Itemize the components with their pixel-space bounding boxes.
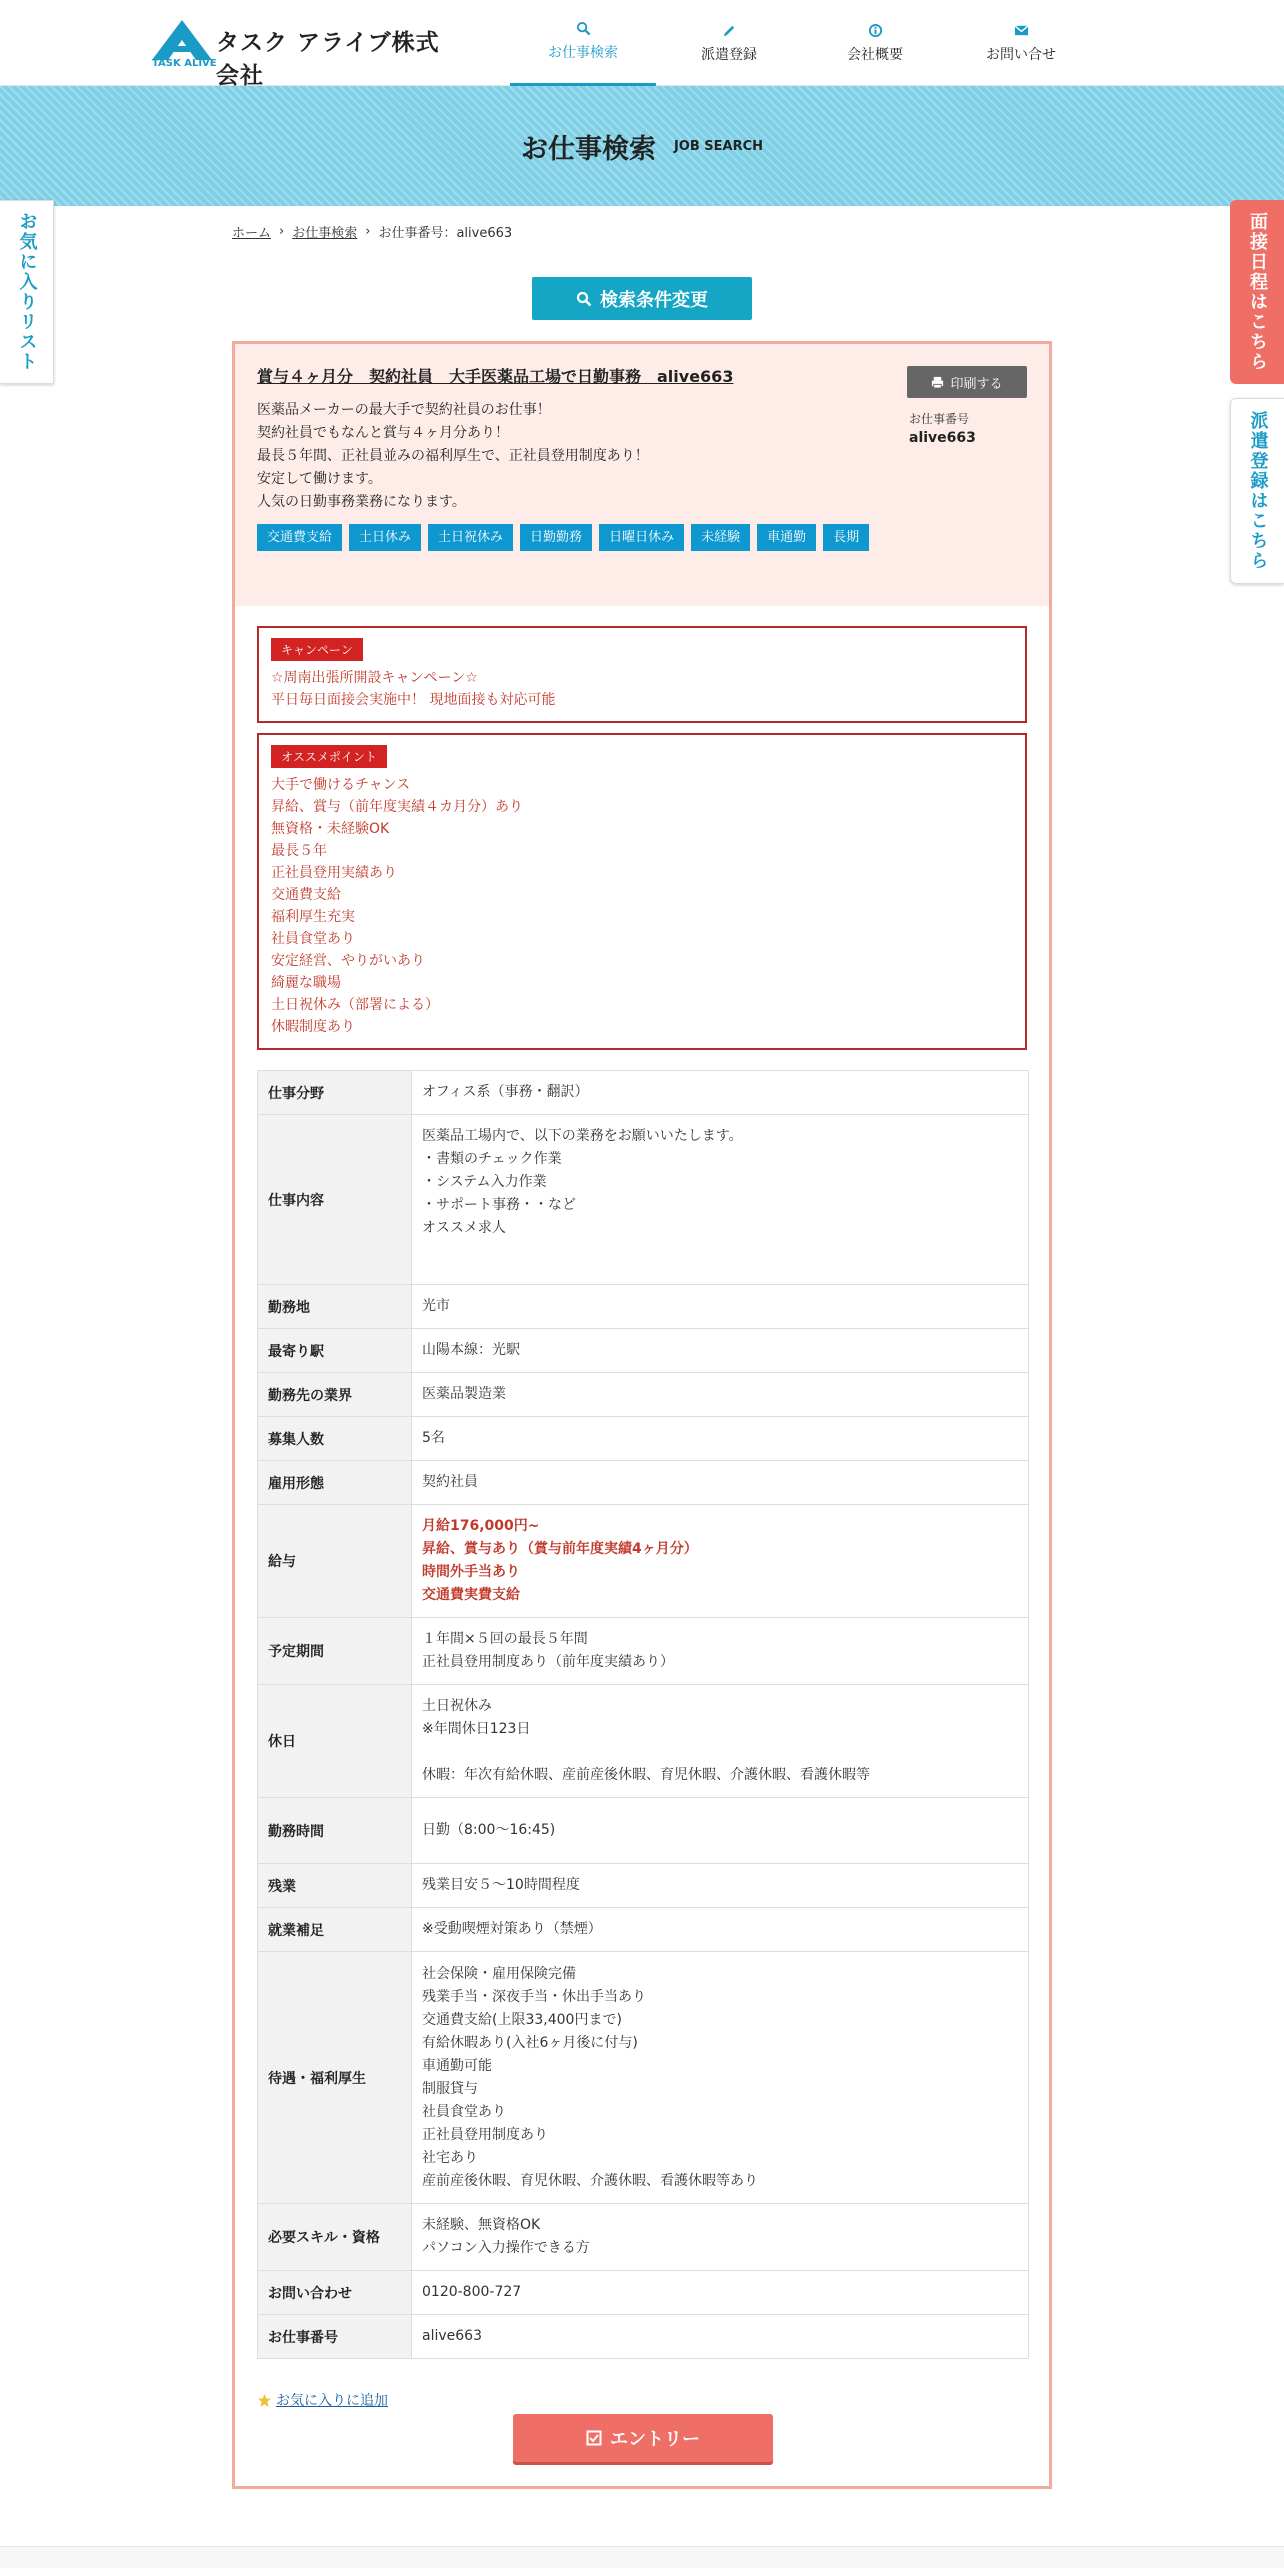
page-title: お仕事検索 [520, 133, 656, 165]
breadcrumb-job-search[interactable]: お仕事検索 [292, 226, 358, 241]
detail-row [258, 2315, 1029, 2359]
detail-heading: 最寄り駅 [258, 1329, 412, 1373]
mail-icon [1014, 23, 1029, 38]
campaign-label: キャンペーン [271, 638, 363, 661]
detail-row [258, 1685, 1029, 1798]
job-tag: 土日休み [349, 524, 421, 551]
job-tag: 長期 [823, 524, 869, 551]
add-favorite-link[interactable] [257, 2390, 388, 2410]
description-line: 最長５年間、正社員並みの福利厚生で、正社員登用制度あり！ [257, 448, 649, 464]
detail-value: 未経験、無資格OK パソコン入力操作できる方 [412, 2204, 1029, 2271]
breadcrumb [232, 222, 512, 241]
breadcrumb-current: お仕事番号：alive663 [378, 226, 513, 241]
point-line: 休暇制度あり [271, 1019, 355, 1035]
detail-row [258, 1071, 1029, 1115]
add-favorite-label: お気に入りに追加 [276, 2393, 388, 2409]
detail-value: ※受動喫煙対策あり（禁煙） [412, 1908, 1029, 1952]
info-icon [868, 23, 883, 38]
entry-label: エントリー [610, 2429, 700, 2450]
check-square-icon [586, 2430, 602, 2446]
point-line: 最長５年 [271, 843, 327, 859]
entry-button[interactable] [513, 2414, 773, 2462]
detail-value: 日勤（8:00～16:45) [412, 1798, 1029, 1864]
job-tag: 日勤勤務 [520, 524, 592, 551]
detail-row [258, 1115, 1029, 1285]
logo-mark-icon [152, 20, 212, 60]
job-tags [257, 524, 877, 551]
detail-row [258, 1798, 1029, 1864]
detail-value: １年間×５回の最長５年間 正社員登用制度あり（前年度実績あり） [412, 1618, 1029, 1685]
detail-heading: 募集人数 [258, 1417, 412, 1461]
nav-label: お仕事検索 [548, 45, 618, 61]
detail-heading: 待遇・福利厚生 [258, 1952, 412, 2204]
star-icon [257, 2393, 272, 2408]
footer-strip [0, 2546, 1284, 2568]
detail-value: 医薬品製造業 [412, 1373, 1029, 1417]
detail-value: 土日祝休み ※年間休日123日 休暇：年次有給休暇、産前産後休暇、育児休暇、介護休暇、看護休暇等 [412, 1685, 1029, 1798]
detail-row [258, 1285, 1029, 1329]
detail-heading: 勤務地 [258, 1285, 412, 1329]
detail-row [258, 1461, 1029, 1505]
detail-heading: 給与 [258, 1505, 412, 1618]
search-icon [576, 291, 592, 307]
description-line: 安定して働けます。 [257, 471, 382, 487]
description-line: 医薬品メーカーの最大手で契約社員のお仕事！ [257, 402, 551, 418]
print-button[interactable] [907, 366, 1027, 398]
job-summary [235, 344, 1049, 606]
job-tag: 土日祝休み [428, 524, 513, 551]
job-title[interactable]: 賞与４ヶ月分 契約社員 大手医薬品工場で日勤事務 alive663 [257, 367, 734, 386]
detail-value: 社会保険・雇用保険完備 残業手当・深夜手当・休出手当あり 交通費支給(上限33,400円まで) 有給休暇あり(入社6ヶ月後に付与) 車通勤可能 制服貸与 社員食堂あり 正社員登用制度あり 社宅あり 産前産後休暇、育児休暇、介護休暇、看護休暇等あり [412, 1952, 1029, 2204]
nav-company[interactable] [802, 0, 948, 86]
detail-heading: お仕事番号 [258, 2315, 412, 2359]
nav-registration[interactable] [656, 0, 802, 86]
detail-value: 契約社員 [412, 1461, 1029, 1505]
point-line: 正社員登用実績あり [271, 865, 397, 881]
description-line: 契約社員でもなんと賞与４ヶ月分あり！ [257, 425, 509, 441]
detail-heading: 予定期間 [258, 1618, 412, 1685]
point-line: 安定経営、やりがいあり [271, 953, 425, 969]
detail-value: alive663 [412, 2315, 1029, 2359]
site-header [0, 0, 1284, 89]
detail-value: オフィス系（事務・翻訳） [412, 1071, 1029, 1115]
job-number: alive663 [909, 430, 976, 446]
recommend-label: オススメポイント [271, 745, 387, 768]
point-line: 綺麗な職場 [271, 975, 341, 991]
job-tag: 車通勤 [757, 524, 816, 551]
registration-tab[interactable]: 派遣登録はこちら [1230, 398, 1284, 584]
detail-row [258, 1618, 1029, 1685]
detail-heading: 就業補足 [258, 1908, 412, 1952]
point-line: 交通費支給 [271, 887, 341, 903]
job-tag: 交通費支給 [257, 524, 342, 551]
campaign-line: ☆周南出張所開設キャンペーン☆ [271, 670, 478, 686]
change-search-button[interactable] [532, 277, 752, 320]
detail-row [258, 1864, 1029, 1908]
nav-label: 会社概要 [847, 46, 903, 63]
detail-value: 医薬品工場内で、以下の業務をお願いいたします。 ・書類のチェック作業 ・システム入力作業 ・サポート事務・・など オススメ求人 [412, 1115, 1029, 1285]
nav-contact[interactable] [948, 0, 1094, 86]
detail-row [258, 1417, 1029, 1461]
nav-label: お問い合せ [986, 46, 1056, 63]
chevron-right-icon: › [365, 224, 371, 239]
page-subtitle: JOB SEARCH [673, 138, 764, 154]
job-tag: 日曜日休み [599, 524, 684, 551]
breadcrumb-home[interactable]: ホーム [232, 226, 272, 241]
point-line: 無資格・未経験OK [271, 821, 390, 837]
search-icon [576, 21, 591, 36]
logo-sub: TASK ALIVE [152, 58, 217, 69]
detail-value: 山陽本線：光駅 [412, 1329, 1029, 1373]
job-tag: 未経験 [691, 524, 750, 551]
interview-schedule-tab[interactable]: 面接日程はこちら [1230, 200, 1284, 384]
detail-row [258, 1329, 1029, 1373]
detail-value: 5名 [412, 1417, 1029, 1461]
point-line: 昇給、賞与（前年度実績４カ月分）あり [271, 799, 523, 815]
campaign-line: 平日毎日面接会実施中！ 現地面接も対応可能 [271, 692, 556, 708]
detail-row [258, 2204, 1029, 2271]
detail-heading: 仕事分野 [258, 1071, 412, 1115]
point-line: 大手で働けるチャンス [271, 777, 411, 793]
detail-heading: 雇用形態 [258, 1461, 412, 1505]
detail-row [258, 2271, 1029, 2315]
job-details-table [257, 1070, 1029, 2359]
nav-label: 派遣登録 [701, 46, 757, 63]
page-hero [0, 86, 1284, 206]
favorites-list-tab[interactable]: お気に入りリスト [0, 200, 54, 384]
detail-heading: お問い合わせ [258, 2271, 412, 2315]
detail-row [258, 1505, 1029, 1618]
job-number-label: お仕事番号 [909, 412, 970, 426]
detail-value: 月給176,000円~ 昇給、賞与あり（賞与前年度実績4ヶ月分） 時間外手当あり 交通費実費支給 [412, 1505, 1029, 1618]
chevron-right-icon: › [279, 224, 285, 239]
detail-row [258, 1952, 1029, 2204]
point-line: 土日祝休み（部署による） [271, 997, 439, 1013]
detail-heading: 勤務先の業界 [258, 1373, 412, 1417]
main-nav [510, 0, 1094, 86]
campaign-box [257, 626, 1027, 723]
detail-heading: 勤務時間 [258, 1798, 412, 1864]
print-icon [931, 376, 944, 389]
print-label: 印刷する [950, 376, 1003, 392]
detail-row [258, 1373, 1029, 1417]
detail-value: 光市 [412, 1285, 1029, 1329]
point-line: 社員食堂あり [271, 931, 355, 947]
detail-heading: 必要スキル・資格 [258, 2204, 412, 2271]
detail-heading: 仕事内容 [258, 1115, 412, 1285]
point-line: 福利厚生充実 [271, 909, 355, 925]
detail-value: 残業目安５～10時間程度 [412, 1864, 1029, 1908]
detail-heading: 休日 [258, 1685, 412, 1798]
description-line: 人気の日勤事務業務になります。 [257, 494, 466, 510]
pencil-icon [722, 23, 737, 38]
detail-row [258, 1908, 1029, 1952]
detail-heading: 残業 [258, 1864, 412, 1908]
logo[interactable] [152, 18, 462, 89]
recommend-points-box [257, 733, 1027, 1050]
change-search-label: 検索条件変更 [600, 289, 708, 311]
job-card [232, 341, 1052, 2489]
detail-value: 0120-800-727 [412, 2271, 1029, 2315]
nav-job-search[interactable] [510, 0, 656, 86]
logo-text: タスク アライブ株式会社 [216, 30, 440, 89]
